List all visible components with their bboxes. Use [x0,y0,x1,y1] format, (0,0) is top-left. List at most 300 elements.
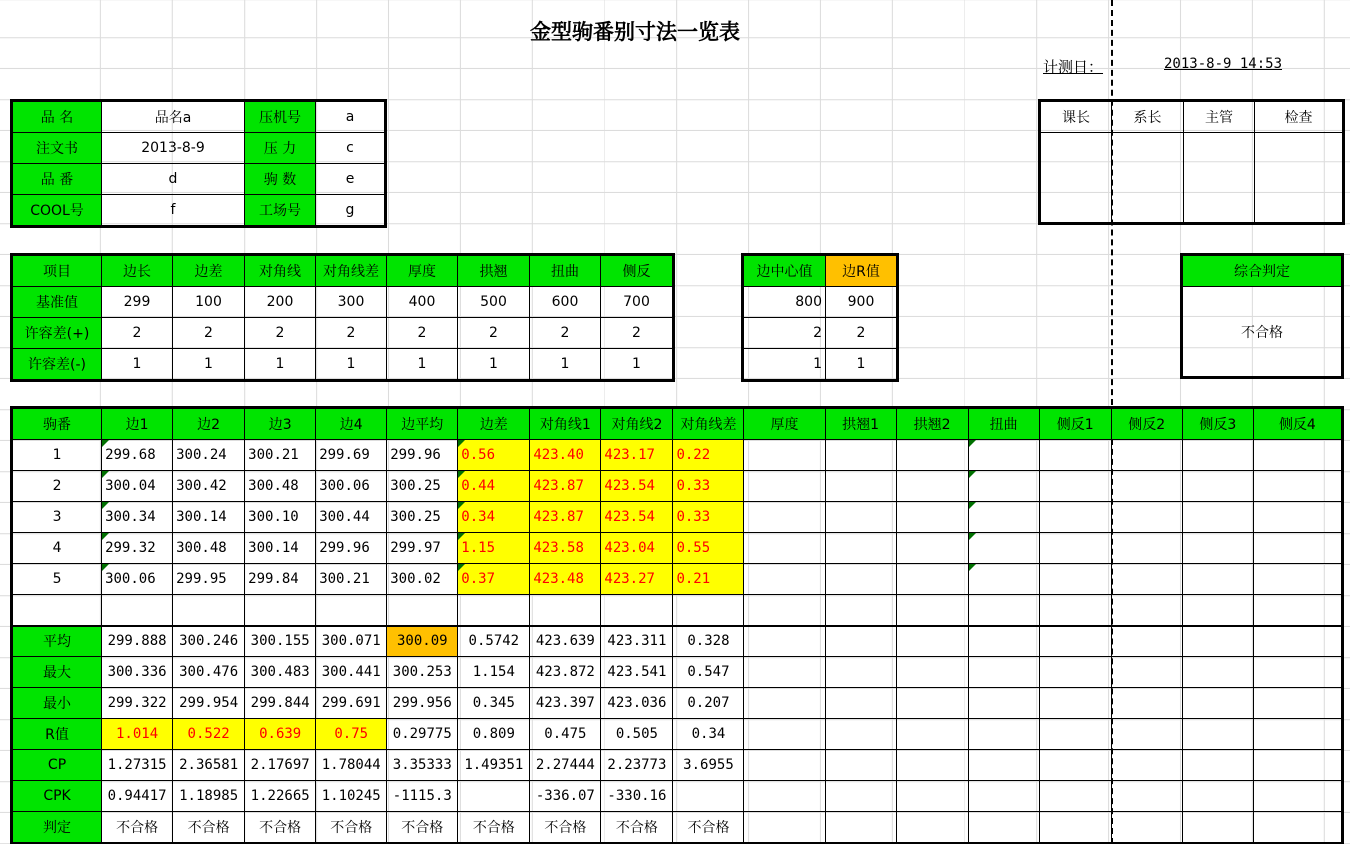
measure-cell[interactable]: 423.87 [530,471,601,502]
stat-cell[interactable]: 0.75 [316,719,387,750]
measure-cell[interactable]: 299.97 [387,533,458,564]
measure-cell[interactable] [896,471,968,502]
measure-header: 拱翘1 [825,409,896,440]
stat-cell[interactable] [968,812,1039,843]
stat-cell[interactable]: 299.322 [102,688,173,719]
spec-header: 边长 [102,256,173,287]
stat-cell[interactable] [1253,750,1341,781]
measure-cell[interactable]: 299.96 [316,533,387,564]
info-value[interactable]: c [316,133,385,164]
stat-cell[interactable]: 不合格 [601,812,673,843]
measure-cell[interactable]: 300.48 [245,471,316,502]
stat-cell[interactable] [968,688,1039,719]
spec-value[interactable]: 2 [601,318,673,349]
stat-cell[interactable] [896,626,968,657]
spec-table [12,255,673,380]
approval-sign-cell[interactable] [1255,133,1343,223]
measure-cell[interactable] [1111,502,1182,533]
measure-cell[interactable] [825,502,896,533]
blank-cell[interactable] [896,595,968,626]
measure-cell[interactable] [896,533,968,564]
spec-value[interactable]: 400 [387,287,458,318]
measure-cell[interactable] [1039,533,1111,564]
measure-cell[interactable] [1182,533,1253,564]
stat-cell[interactable]: 0.5742 [458,626,530,657]
measure-cell[interactable]: 300.25 [387,502,458,533]
stat-cell[interactable]: 0.809 [458,719,530,750]
approval-sign-cell[interactable] [1041,133,1112,223]
measure-cell[interactable]: 0.56 [458,440,530,471]
stat-cell[interactable]: 不合格 [316,812,387,843]
stat-cell[interactable] [1111,626,1182,657]
approval-header: 系长 [1112,102,1184,133]
measure-cell[interactable] [1253,564,1341,595]
stat-cell[interactable] [1039,657,1111,688]
stat-cell[interactable]: 300.441 [316,657,387,688]
stat-cell[interactable]: 0.328 [673,626,744,657]
spec-value[interactable]: 2 [316,318,387,349]
stat-cell[interactable]: 1.27315 [102,750,173,781]
measure-header: 对角线1 [530,409,601,440]
measure-header: 对角线2 [601,409,673,440]
measure-cell[interactable] [968,502,1039,533]
measure-cell[interactable]: 299.32 [102,533,173,564]
stat-cell[interactable]: 300.336 [102,657,173,688]
measure-header: 厚度 [744,409,825,440]
measure-cell[interactable] [1182,471,1253,502]
sheet-title: 金型驹番别寸法一览表 [530,20,740,44]
measure-cell[interactable]: 300.04 [102,471,173,502]
approval-sign-cell[interactable] [1112,133,1184,223]
stat-cell[interactable]: 0.475 [530,719,601,750]
measure-cell[interactable] [1111,471,1182,502]
info-key: 注文书 [13,133,102,164]
measure-cell[interactable] [825,440,896,471]
measurement-table [12,408,1342,843]
measure-cell[interactable]: 0.44 [458,471,530,502]
measure-header: 边4 [316,409,387,440]
stat-cell[interactable]: 不合格 [387,812,458,843]
stat-cell[interactable] [825,812,896,843]
stat-cell[interactable]: -336.07 [530,781,601,812]
stat-cell[interactable] [1039,750,1111,781]
stat-cell[interactable] [1039,781,1111,812]
stat-cell[interactable] [1039,688,1111,719]
stat-cell[interactable] [1111,688,1182,719]
edge-center-value[interactable]: 1 [744,349,826,380]
stat-cell[interactable]: 不合格 [102,812,173,843]
blank-cell[interactable] [387,595,458,626]
measure-cell[interactable]: 300.44 [316,502,387,533]
stat-cell[interactable]: 0.505 [601,719,673,750]
stat-cell[interactable]: 1.18985 [173,781,245,812]
stat-label: CP [13,750,102,781]
measure-cell[interactable] [1182,440,1253,471]
measure-cell[interactable]: 0.21 [673,564,744,595]
measure-cell[interactable]: 300.42 [173,471,245,502]
edge-r-header: 边R值 [826,256,897,287]
stat-cell[interactable] [1111,750,1182,781]
measure-cell[interactable]: 0.37 [458,564,530,595]
stat-cell[interactable]: 299.691 [316,688,387,719]
spec-value[interactable]: 2 [387,318,458,349]
stat-label: 平均 [13,626,102,657]
approval-header: 主管 [1184,102,1255,133]
stat-cell[interactable]: 0.639 [245,719,316,750]
spec-value[interactable]: 300 [316,287,387,318]
stat-cell[interactable]: 1.22665 [245,781,316,812]
stat-cell[interactable]: 2.17697 [245,750,316,781]
stat-cell[interactable]: 0.29775 [387,719,458,750]
stat-cell[interactable]: 2.27444 [530,750,601,781]
measure-cell[interactable]: 299.84 [245,564,316,595]
measure-cell[interactable] [1253,440,1341,471]
blank-cell[interactable] [173,595,245,626]
stat-cell[interactable]: -330.16 [601,781,673,812]
stat-cell[interactable] [825,750,896,781]
spec-value[interactable]: 1 [316,349,387,380]
measure-cell[interactable]: 300.48 [173,533,245,564]
stat-cell[interactable] [825,626,896,657]
blank-cell[interactable] [13,595,102,626]
stat-label: 最小 [13,688,102,719]
measure-cell[interactable] [744,502,825,533]
stat-cell[interactable] [1039,719,1111,750]
stat-cell[interactable]: 423.541 [601,657,673,688]
stat-cell[interactable] [968,719,1039,750]
stat-cell[interactable]: 1.78044 [316,750,387,781]
measure-cell[interactable] [1111,440,1182,471]
measure-cell[interactable]: 423.40 [530,440,601,471]
stat-cell[interactable]: -1115.3 [387,781,458,812]
blank-cell[interactable] [601,595,673,626]
info-value[interactable]: e [316,164,385,195]
measure-cell[interactable] [744,471,825,502]
stat-cell[interactable] [744,750,825,781]
stat-cell[interactable] [825,688,896,719]
measure-cell[interactable]: 1.15 [458,533,530,564]
spec-value[interactable]: 1 [387,349,458,380]
measure-cell[interactable]: 300.06 [316,471,387,502]
measure-header: 边平均 [387,409,458,440]
measure-cell[interactable] [825,564,896,595]
stat-cell[interactable]: 423.639 [530,626,601,657]
stat-cell[interactable]: 1.014 [102,719,173,750]
stat-cell[interactable]: 0.547 [673,657,744,688]
measure-cell[interactable]: 0.33 [673,471,744,502]
measure-cell[interactable] [1039,502,1111,533]
stat-cell[interactable]: 299.954 [173,688,245,719]
measure-cell[interactable] [1039,564,1111,595]
measure-cell[interactable] [825,533,896,564]
stat-cell[interactable]: 0.94417 [102,781,173,812]
judgement-value[interactable]: 不合格 [1183,287,1342,377]
stat-cell[interactable]: 423.397 [530,688,601,719]
stat-cell[interactable]: 不合格 [245,812,316,843]
info-key: 工场号 [245,195,316,226]
stat-cell[interactable] [1253,812,1341,843]
spec-value[interactable]: 700 [601,287,673,318]
measure-cell[interactable]: 300.25 [387,471,458,502]
measure-cell[interactable]: 423.27 [601,564,673,595]
stat-cell[interactable]: 299.888 [102,626,173,657]
blank-cell[interactable] [1039,595,1111,626]
stat-cell[interactable]: 423.036 [601,688,673,719]
stat-cell[interactable] [896,719,968,750]
stat-cell[interactable]: 0.34 [673,719,744,750]
stat-cell[interactable]: 300.246 [173,626,245,657]
measure-cell[interactable]: 423.04 [601,533,673,564]
spec-value[interactable]: 2 [530,318,601,349]
stat-cell[interactable]: 0.207 [673,688,744,719]
stat-cell[interactable] [1253,657,1341,688]
measure-cell[interactable] [1111,564,1182,595]
measure-cell[interactable]: 300.14 [173,502,245,533]
info-value[interactable]: 2013-8-9 [102,133,245,164]
stat-cell[interactable] [825,719,896,750]
measure-cell[interactable] [968,440,1039,471]
spec-header: 边差 [173,256,245,287]
measure-cell[interactable]: 423.54 [601,502,673,533]
stat-cell[interactable] [825,781,896,812]
info-value[interactable]: a [316,102,385,133]
stat-cell[interactable] [1039,812,1111,843]
stat-cell[interactable]: 不合格 [173,812,245,843]
spec-value[interactable]: 600 [530,287,601,318]
blank-cell[interactable] [825,595,896,626]
spec-header: 对角线差 [316,256,387,287]
measure-cell[interactable]: 0.34 [458,502,530,533]
measure-header: 侧反4 [1253,409,1341,440]
stat-cell[interactable] [744,812,825,843]
measure-cell[interactable]: 300.34 [102,502,173,533]
stat-cell[interactable] [968,781,1039,812]
measure-header: 边2 [173,409,245,440]
stat-cell[interactable] [673,781,744,812]
measure-cell[interactable] [744,440,825,471]
measure-cell[interactable]: 300.10 [245,502,316,533]
measure-header: 边差 [458,409,530,440]
blank-cell[interactable] [316,595,387,626]
edge-center-value[interactable]: 2 [744,318,826,349]
stat-cell[interactable]: 300.071 [316,626,387,657]
spec-value[interactable]: 1 [102,349,173,380]
spec-value[interactable]: 2 [245,318,316,349]
stat-cell[interactable] [744,719,825,750]
blank-cell[interactable] [102,595,173,626]
stat-cell[interactable] [896,657,968,688]
approval-sign-cell[interactable] [1184,133,1255,223]
measure-cell[interactable] [1039,471,1111,502]
measure-cell[interactable]: 423.54 [601,471,673,502]
stat-cell[interactable] [968,750,1039,781]
measure-cell[interactable] [896,564,968,595]
blank-cell[interactable] [673,595,744,626]
spec-header: 扭曲 [530,256,601,287]
blank-cell[interactable] [1111,595,1182,626]
stat-cell[interactable]: 300.155 [245,626,316,657]
measure-cell[interactable] [1039,440,1111,471]
stat-cell[interactable]: 1.154 [458,657,530,688]
measure-cell[interactable]: 0.22 [673,440,744,471]
spec-value[interactable]: 2 [102,318,173,349]
spec-value[interactable]: 2 [458,318,530,349]
stat-cell[interactable] [744,626,825,657]
stat-cell[interactable] [1182,750,1253,781]
measure-cell[interactable] [1182,502,1253,533]
spec-value[interactable]: 299 [102,287,173,318]
stat-cell[interactable]: 2.36581 [173,750,245,781]
stat-cell[interactable]: 0.522 [173,719,245,750]
stat-cell[interactable] [1253,719,1341,750]
stat-cell[interactable] [1253,626,1341,657]
stat-cell[interactable] [1182,626,1253,657]
edge-r-value[interactable]: 900 [826,287,897,318]
measure-cell[interactable] [968,564,1039,595]
stat-cell[interactable] [896,688,968,719]
stat-cell[interactable] [1182,812,1253,843]
overall-judgement-table [1182,255,1342,377]
measure-cell[interactable]: 300.06 [102,564,173,595]
measure-cell[interactable] [896,502,968,533]
measure-cell[interactable]: 299.69 [316,440,387,471]
measure-cell[interactable]: 423.58 [530,533,601,564]
stat-cell[interactable]: 300.253 [387,657,458,688]
stat-cell[interactable]: 不合格 [458,812,530,843]
measure-date-label: 计测日： [1043,58,1104,76]
stat-cell[interactable] [1111,657,1182,688]
spec-value[interactable]: 1 [173,349,245,380]
measure-cell[interactable]: 423.87 [530,502,601,533]
measure-cell[interactable]: 0.33 [673,502,744,533]
spec-value[interactable]: 200 [245,287,316,318]
stat-cell[interactable] [1039,626,1111,657]
edge-center-header: 边中心值 [744,256,826,287]
stat-cell[interactable] [744,781,825,812]
spec-value[interactable]: 1 [530,349,601,380]
stat-cell[interactable]: 0.345 [458,688,530,719]
spec-row-label: 基准值 [13,287,102,318]
measure-cell[interactable] [1253,502,1341,533]
measure-cell[interactable]: 299.95 [173,564,245,595]
measure-cell[interactable] [1253,533,1341,564]
info-value[interactable]: g [316,195,385,226]
measure-cell[interactable]: 423.17 [601,440,673,471]
edge-r-value[interactable]: 1 [826,349,897,380]
spec-row-label: 许容差(-) [13,349,102,380]
approval-table [1040,101,1343,223]
info-value[interactable]: f [102,195,245,226]
stat-cell[interactable]: 300.476 [173,657,245,688]
edge-r-value[interactable]: 2 [826,318,897,349]
stat-cell[interactable] [1182,688,1253,719]
measure-cell[interactable] [825,471,896,502]
spec-value[interactable]: 100 [173,287,245,318]
spec-value[interactable]: 1 [245,349,316,380]
measure-cell[interactable]: 299.96 [387,440,458,471]
stat-cell[interactable]: 3.6955 [673,750,744,781]
measure-cell[interactable] [1111,533,1182,564]
blank-cell[interactable] [744,595,825,626]
measure-cell[interactable] [1182,564,1253,595]
spec-value[interactable]: 1 [601,349,673,380]
stat-cell[interactable] [968,657,1039,688]
measure-cell[interactable]: 0.55 [673,533,744,564]
stat-cell[interactable]: 不合格 [530,812,601,843]
blank-cell[interactable] [1253,595,1341,626]
measure-cell[interactable] [896,440,968,471]
edge-center-value[interactable]: 800 [744,287,826,318]
stat-cell[interactable] [896,781,968,812]
stat-cell[interactable] [896,812,968,843]
blank-cell[interactable] [1182,595,1253,626]
measure-cell[interactable]: 300.21 [316,564,387,595]
stat-cell[interactable]: 300.09 [387,626,458,657]
spec-value[interactable]: 2 [173,318,245,349]
info-value[interactable]: d [102,164,245,195]
measure-cell[interactable]: 299.68 [102,440,173,471]
measure-cell[interactable]: 423.48 [530,564,601,595]
measure-cell[interactable]: 300.24 [173,440,245,471]
info-key: 品 名 [13,102,102,133]
stat-cell[interactable] [744,657,825,688]
stat-cell[interactable]: 1.49351 [458,750,530,781]
info-value[interactable]: 品名a [102,102,245,133]
stat-cell[interactable] [896,750,968,781]
stat-cell[interactable]: 299.956 [387,688,458,719]
stat-cell[interactable] [1182,781,1253,812]
measure-cell[interactable] [968,533,1039,564]
stat-cell[interactable] [825,657,896,688]
blank-cell[interactable] [458,595,530,626]
stat-cell[interactable]: 299.844 [245,688,316,719]
measure-cell[interactable]: 300.14 [245,533,316,564]
stat-cell[interactable] [1182,657,1253,688]
stat-cell[interactable]: 423.872 [530,657,601,688]
stat-cell[interactable] [1111,781,1182,812]
stat-cell[interactable]: 不合格 [673,812,744,843]
spec-value[interactable]: 1 [458,349,530,380]
approval-header: 检查 [1255,102,1343,133]
blank-cell[interactable] [530,595,601,626]
spec-row-label: 许容差(+) [13,318,102,349]
stat-cell[interactable] [968,626,1039,657]
measure-date-value[interactable]: 2013-8-9 14:53 [1164,56,1283,72]
measure-cell[interactable] [968,471,1039,502]
blank-cell[interactable] [245,595,316,626]
stat-cell[interactable] [1182,719,1253,750]
blank-cell[interactable] [968,595,1039,626]
stat-cell[interactable] [744,688,825,719]
stat-cell[interactable]: 300.483 [245,657,316,688]
stat-label: R值 [13,719,102,750]
stat-cell[interactable]: 423.311 [601,626,673,657]
stat-cell[interactable] [1111,812,1182,843]
measure-cell[interactable] [744,564,825,595]
spec-value[interactable]: 500 [458,287,530,318]
stat-cell[interactable] [1253,688,1341,719]
stat-cell[interactable] [1111,719,1182,750]
stat-cell[interactable] [458,781,530,812]
stat-cell[interactable]: 3.35333 [387,750,458,781]
stat-cell[interactable] [1253,781,1341,812]
measure-cell[interactable] [744,533,825,564]
stat-cell[interactable]: 1.10245 [316,781,387,812]
stat-cell[interactable]: 2.23773 [601,750,673,781]
measure-cell[interactable]: 300.21 [245,440,316,471]
measure-cell[interactable] [1253,471,1341,502]
measure-cell[interactable]: 300.02 [387,564,458,595]
